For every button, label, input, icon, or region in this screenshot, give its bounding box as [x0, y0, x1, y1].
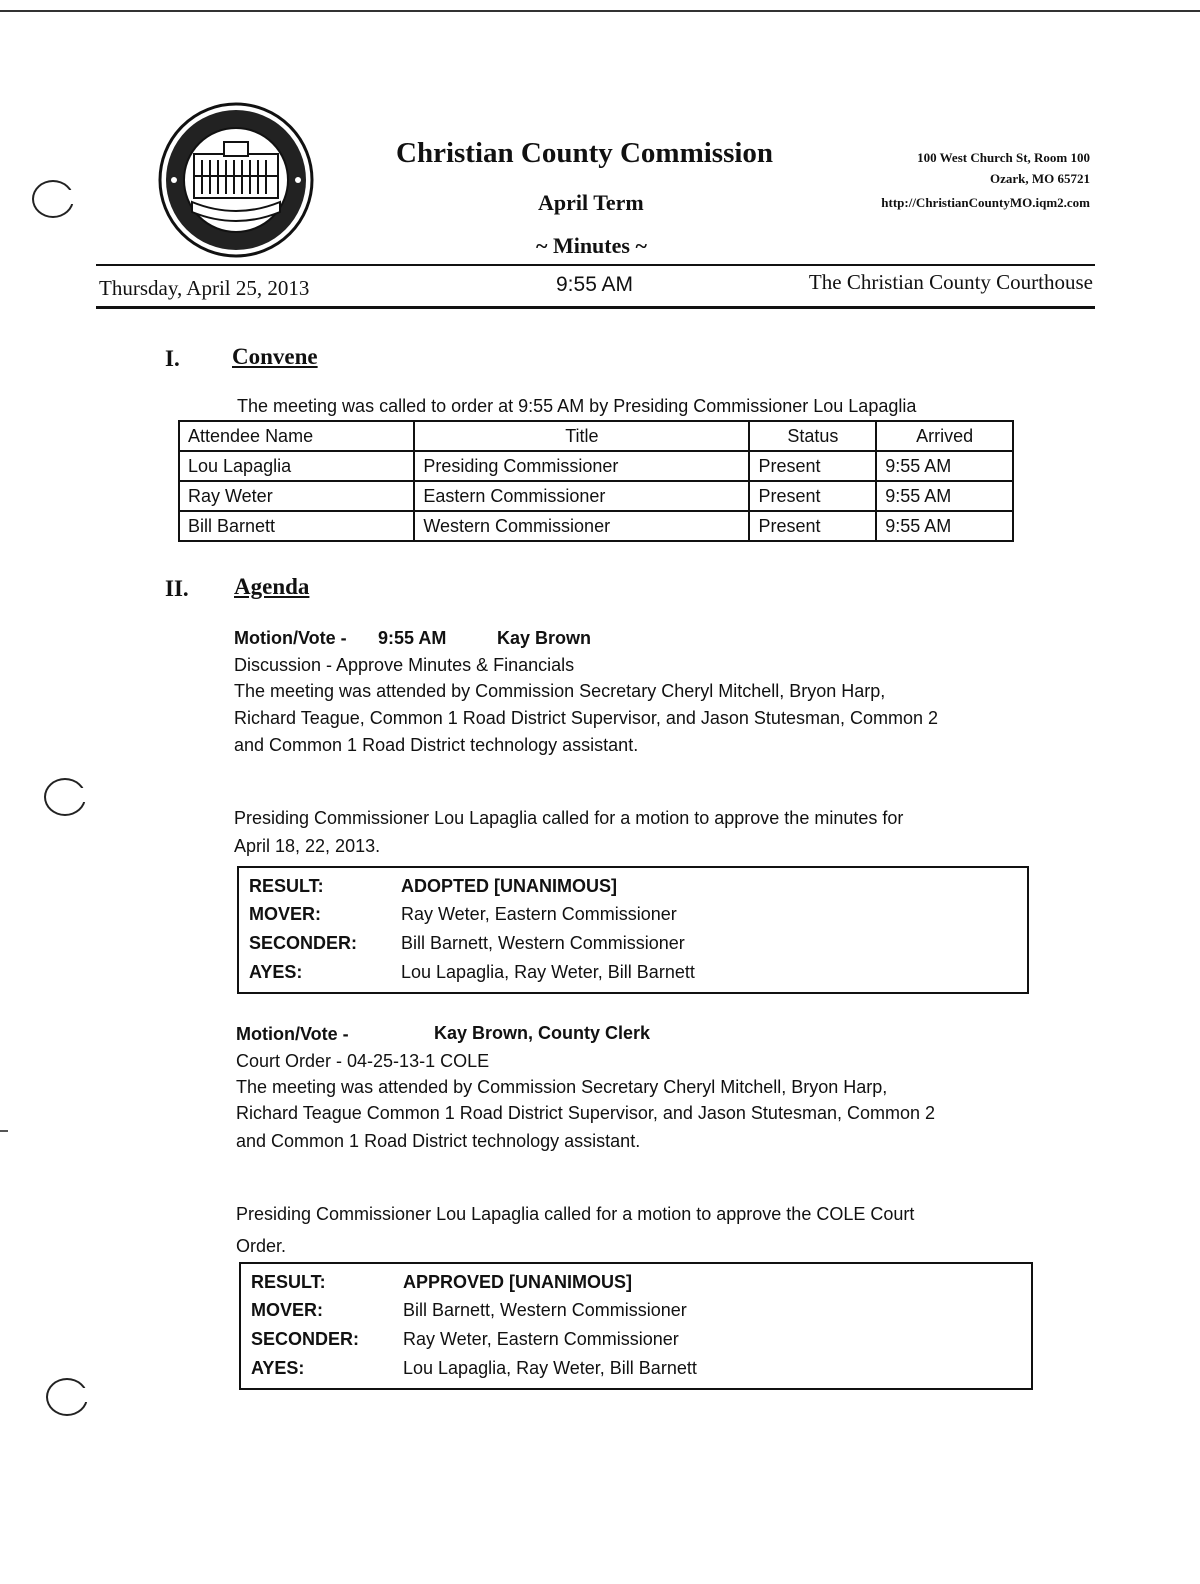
vote-result-box	[239, 1262, 1033, 1390]
section-number: II.	[165, 576, 189, 601]
attendee-name: Lou Lapaglia	[179, 451, 414, 481]
section-title-agenda: Agenda	[234, 574, 310, 599]
vote-mover: Bill Barnett, Western Commissioner	[403, 1300, 687, 1320]
attendee-status: Present	[749, 481, 876, 511]
attendance-line: The meeting was attended by Commission Secretary Cheryl Mitchell, Bryon Harp,	[234, 681, 886, 701]
website-link[interactable]: http://ChristianCountyMO.iqm2.com	[881, 195, 1090, 210]
attendee-name: Ray Weter	[179, 481, 414, 511]
vote-result-box	[237, 866, 1029, 994]
attendee-arrived: 9:55 AM	[876, 451, 1013, 481]
county-seal-icon	[158, 102, 314, 258]
vote-ayes: Lou Lapaglia, Ray Weter, Bill Barnett	[401, 962, 695, 982]
motion-vote-person: Kay Brown	[497, 628, 592, 648]
vote-ayes: Lou Lapaglia, Ray Weter, Bill Barnett	[403, 1358, 697, 1378]
table-row	[179, 451, 1013, 481]
punch-hole-icon	[46, 1378, 88, 1416]
vote-label: AYES:	[251, 1358, 305, 1378]
table-header-row	[179, 421, 1013, 451]
attendance-line: Richard Teague Common 1 Road District Supervisor, and Jason Stutesman, Common 2	[236, 1103, 936, 1123]
motion-call-line: Presiding Commissioner Lou Lapaglia called for a motion to approve the COLE Court	[236, 1204, 915, 1224]
attendee-table	[178, 420, 1014, 542]
vote-result: ADOPTED [UNANIMOUS]	[401, 876, 617, 896]
minutes-label: ~ Minutes ~	[536, 233, 647, 258]
address-line-1: 100 West Church St, Room 100	[917, 150, 1090, 165]
scan-edge-mark	[0, 1130, 8, 1132]
attendee-title: Presiding Commissioner	[414, 451, 749, 481]
meeting-location: The Christian County Courthouse	[808, 270, 1093, 294]
meeting-time: 9:55 AM	[556, 273, 634, 296]
vote-label: MOVER:	[249, 904, 321, 924]
section-number: I.	[165, 346, 180, 371]
vote-label: RESULT:	[249, 876, 324, 896]
term-label: April Term	[538, 190, 644, 215]
punch-hole-icon	[44, 778, 86, 816]
vote-label: RESULT:	[251, 1272, 326, 1292]
vote-mover: Ray Weter, Eastern Commissioner	[401, 904, 677, 924]
motion-vote-label: Motion/Vote -	[234, 628, 347, 648]
punch-hole-icon	[32, 180, 74, 218]
motion-vote-person: Kay Brown, County Clerk	[434, 1023, 651, 1043]
commission-title: Christian County Commission	[396, 137, 774, 169]
attendee-status: Present	[749, 451, 876, 481]
motion-call-line: Presiding Commissioner Lou Lapaglia called for a motion to approve the minutes for	[234, 808, 904, 828]
table-row	[179, 481, 1013, 511]
vote-label: SECONDER:	[249, 933, 358, 953]
header-rule-bottom	[96, 306, 1095, 309]
vote-seconder: Bill Barnett, Western Commissioner	[401, 933, 685, 953]
motion-vote-time: 9:55 AM	[378, 628, 447, 648]
header-rule	[96, 264, 1095, 266]
discussion-line: Discussion - Approve Minutes & Financials	[234, 655, 575, 675]
attendance-line: and Common 1 Road District technology assistant.	[236, 1131, 641, 1151]
address-line-2: Ozark, MO 65721	[989, 171, 1090, 186]
vote-seconder: Ray Weter, Eastern Commissioner	[403, 1329, 679, 1349]
vote-result: APPROVED [UNANIMOUS]	[403, 1272, 633, 1292]
court-order-line: Court Order - 04-25-13-1 COLE	[236, 1051, 490, 1071]
column-header: Attendee Name	[179, 421, 414, 451]
motion-vote-label: Motion/Vote -	[236, 1024, 349, 1044]
column-header: Status	[749, 421, 876, 451]
attendee-title: Eastern Commissioner	[414, 481, 749, 511]
vote-label: SECONDER:	[251, 1329, 360, 1349]
attendee-arrived: 9:55 AM	[876, 481, 1013, 511]
attendee-status: Present	[749, 511, 876, 541]
vote-label: AYES:	[249, 962, 303, 982]
attendee-title: Western Commissioner	[414, 511, 749, 541]
motion-call-line: April 18, 22, 2013.	[234, 836, 381, 856]
column-header: Arrived	[876, 421, 1013, 451]
attendance-line: Richard Teague, Common 1 Road District Supervisor, and Jason Stutesman, Common 2	[234, 708, 939, 728]
vote-label: MOVER:	[251, 1300, 323, 1320]
attendance-line: and Common 1 Road District technology assistant.	[234, 735, 639, 755]
column-header: Title	[414, 421, 749, 451]
convene-intro: The meeting was called to order at 9:55 AM by Presiding Commissioner Lou Lapaglia	[237, 396, 917, 416]
scan-top-rule	[0, 10, 1200, 12]
attendance-line: The meeting was attended by Commission Secretary Cheryl Mitchell, Bryon Harp,	[236, 1077, 888, 1097]
attendee-name: Bill Barnett	[179, 511, 414, 541]
table-row	[179, 511, 1013, 541]
section-title-convene: Convene	[232, 344, 318, 369]
motion-call-line: Order.	[236, 1236, 287, 1256]
attendee-arrived: 9:55 AM	[876, 511, 1013, 541]
meeting-date: Thursday, April 25, 2013	[99, 276, 310, 300]
